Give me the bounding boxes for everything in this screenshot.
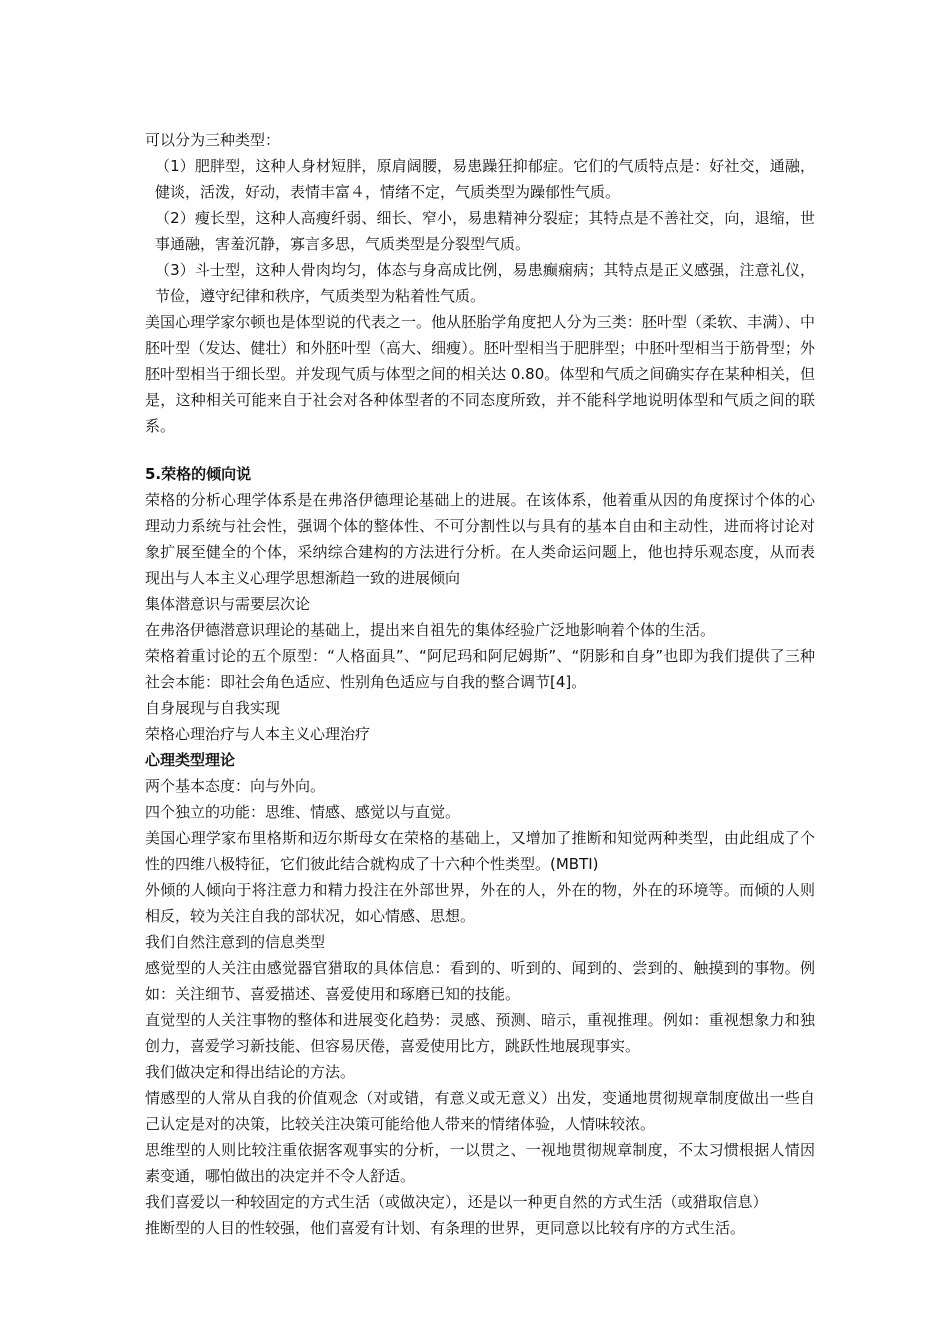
paragraph: 四个独立的功能：思维、情感、感觉以与直觉。	[145, 803, 461, 821]
paragraph: 美国心理学家布里格斯和迈尔斯母女在荣格的基础上，又增加了推断和知觉两种类型，由此组成了个性的四维八极特征，它们彼此结合就构成了十六种个性类型。(MBTI)	[145, 829, 815, 873]
paragraph: 我们做决定和得出结论的方法。	[145, 1063, 356, 1081]
paragraph: 荣格的分析心理学体系是在弗洛伊德理论基础上的进展。在该体系，他着重从因的角度探讨个体的心理动力系统与社会性，强调个体的整体性、不可分割性以与具有的基本自由和主动性，进而将讨论对象扩展至健全的个体，采纳综合建构的方法进行分析。在人类命运问题上，他也持乐观态度，从而表现出与人本主义心理学思想渐趋一致的进展倾向	[145, 491, 815, 587]
paragraph: 外倾的人倾向于将注意力和精力投注在外部世界，外在的人，外在的物，外在的环境等。而倾的人则相反，较为关注自我的部状况，如心情感、思想。	[145, 881, 815, 925]
paragraph: 荣格着重讨论的五个原型：“人格面具”、“阿尼玛和阿尼姆斯”、“阴影和自身”也即为我们提供了三种社会本能：即社会角色适应、性别角色适应与自我的整合调节[4]。	[145, 647, 815, 691]
paragraph: 两个基本态度：向与外向。	[145, 777, 326, 795]
paragraph: 思维型的人则比较注重依据客观事实的分析，一以贯之、一视地贯彻规章制度，不太习惯根据人情因素变通，哪怕做出的决定并不令人舒适。	[145, 1141, 815, 1185]
section-heading: 5.荣格的倾向说	[145, 465, 252, 483]
paragraph: 自身展现与自我实现	[145, 699, 281, 717]
subsection-heading: 心理类型理论	[145, 751, 236, 769]
document-page	[145, 127, 815, 1241]
paragraph: 我们喜爱以一种较固定的方式生活（或做决定），还是以一种更自然的方式生活（或猎取信息）	[145, 1193, 768, 1211]
paragraph: 可以分为三种类型：	[145, 131, 281, 149]
paragraph: 集体潜意识与需要层次论	[145, 595, 311, 613]
paragraph: （3）斗士型，这种人骨肉均匀，体态与身高成比例，易患癫痫病；其特点是正义感强，注意礼仪，节俭，遵守纪律和秩序，气质类型为粘着性气质。	[155, 261, 815, 305]
paragraph: 情感型的人常从自我的价值观念（对或错，有意义或无意义）出发，变通地贯彻规章制度做出一些自己认定是对的决策，比较关注决策可能给他人带来的情绪体验，人情味较浓。	[145, 1089, 815, 1133]
paragraph: 美国心理学家尔顿也是体型说的代表之一。他从胚胎学角度把人分为三类：胚叶型（柔软、丰满）、中胚叶型（发达、健壮）和外胚叶型（高大、细瘦）。胚叶型相当于肥胖型；中胚叶型相当于筋骨型；外胚叶型相当于细长型。并发现气质与体型之间的相关达 0.80。体型和气质之间确实存在某种相关，但是，这种相关可能来自于社会对各种体型者的不同态度所致，并不能科学地说明体型和气质之间的联系。	[145, 313, 815, 435]
paragraph: 在弗洛伊德潜意识理论的基础上，提出来自祖先的集体经验广泛地影响着个体的生活。	[145, 621, 716, 639]
paragraph: （1）肥胖型，这种人身材短胖，原肩阔腰，易患躁狂抑郁症。它们的气质特点是：好社交，通融，健谈，活泼，好动，表情丰富４，情绪不定，气质类型为躁郁性气质。	[155, 157, 815, 201]
blank-line	[145, 439, 815, 461]
paragraph: （2）瘦长型，这种人高瘦纤弱、细长、窄小，易患精神分裂症；其特点是不善社交，向，退缩，世事通融，害羞沉静，寡言多思，气质类型是分裂型气质。	[155, 209, 815, 253]
paragraph: 推断型的人目的性较强，他们喜爱有计划、有条理的世界，更同意以比较有序的方式生活。	[145, 1219, 746, 1237]
paragraph: 我们自然注意到的信息类型	[145, 933, 326, 951]
paragraph: 感觉型的人关注由感觉器官猎取的具体信息：看到的、听到的、闻到的、尝到的、触摸到的事物。例如：关注细节、喜爱描述、喜爱使用和琢磨已知的技能。	[145, 959, 815, 1003]
paragraph: 荣格心理治疗与人本主义心理治疗	[145, 725, 371, 743]
paragraph: 直觉型的人关注事物的整体和进展变化趋势：灵感、预测、暗示，重视推理。例如：重视想象力和独创力，喜爱学习新技能、但容易厌倦，喜爱使用比方，跳跃性地展现事实。	[145, 1011, 815, 1055]
